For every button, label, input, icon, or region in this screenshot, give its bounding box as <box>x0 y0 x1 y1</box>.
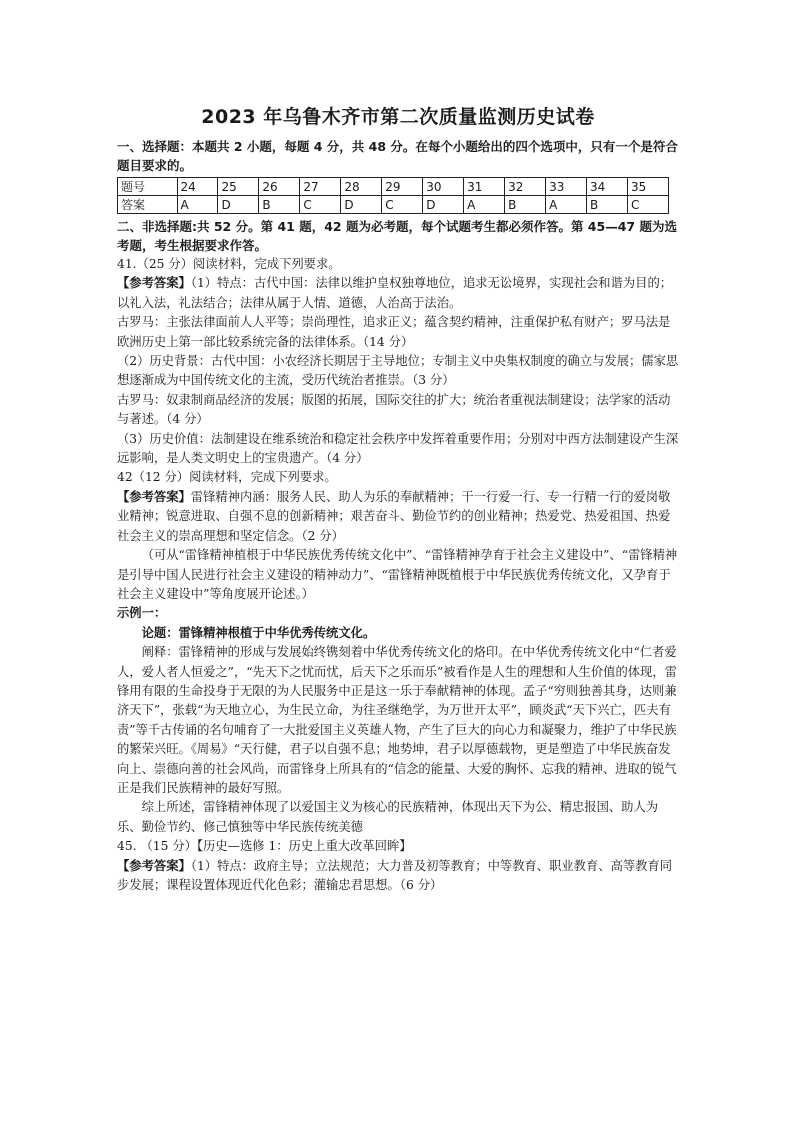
row-label: 题号 <box>118 178 178 196</box>
question-number-cell: 31 <box>464 178 505 196</box>
q41-rome-background: 古罗马：奴隶制商品经济的发展；版图的拓展，国际交往的扩大；统治者重视法制建设；法学家的活动与著述。（4 分） <box>117 392 671 427</box>
answer-cell: A <box>464 196 505 214</box>
q41-value: （3）历史价值：法制建设在维系统治和稳定社会秩序中发挥着重要作用；分别对中西方法制建设产生深远影响，是人类文明史上的宝贵遗产。（4 分） <box>117 431 679 466</box>
question-number-cell: 28 <box>341 178 382 196</box>
answer-cell: D <box>423 196 464 214</box>
question-number-cell: 29 <box>382 178 423 196</box>
section-1-heading: 一、选择题：本题共 2 小题，每题 4 分，共 48 分。在每个小题给出的四个选项中，只有一个是符合题目要求的。 <box>117 139 678 173</box>
q41-background: （2）历史背景：古代中国：小农经济长期居于主导地位；专制主义中央集权制度的确立与发展；儒家思想逐渐成为中国传统文化的主流，受历代统治者推崇。（3 分） <box>117 354 679 388</box>
answer-tag: 【参考答案】 <box>117 858 191 873</box>
q41-rome-features: 古罗马：主张法律面前人人平等；崇尚理性，追求正义；蕴含契约精神，注重保护私有财产；罗马法是欧洲历史上第一部比较系统完备的法律体系。（14 分） <box>117 315 671 349</box>
question-number-cell: 24 <box>177 178 218 196</box>
question-number-cell: 32 <box>505 178 546 196</box>
question-number-cell: 33 <box>546 178 587 196</box>
question-number-cell: 34 <box>587 178 628 196</box>
question-number-cell: 25 <box>218 178 259 196</box>
q42-heading: 42（12 分）阅读材料，完成下列要求。 <box>117 470 337 485</box>
answer-row <box>118 196 669 214</box>
document-page <box>117 102 679 895</box>
answer-tag: 【参考答案】 <box>117 276 191 291</box>
q42-answer <box>117 488 679 546</box>
q41-heading: 41.（25 分）阅读材料，完成下列要求。 <box>117 257 341 271</box>
answer-cell: D <box>218 196 259 214</box>
thesis: 论题：雷锋精神根植于中华优秀传统文化。 <box>141 625 376 640</box>
question-number-cell: 35 <box>627 178 668 196</box>
answer-cell: C <box>382 196 423 214</box>
answer-cell: B <box>259 196 300 214</box>
q45-answer <box>117 857 679 896</box>
q41-text: （1）特点：古代中国：法律以维护皇权独尊地位，追求无讼境界，实现社会和谐为目的；以礼入法，礼法结合；法律从属于人情、道德，人治高于法治。 <box>117 276 673 310</box>
answer-cell: D <box>341 196 382 214</box>
section-2-heading: 二、非选择题:共 52 分。第 41 题，42 题为必考题，每个试题考生都必须作答。第 45—47 题为选考题，考生根据要求作答。 <box>117 219 677 253</box>
question-number-cell: 30 <box>423 178 464 196</box>
answer-cell: A <box>177 196 218 214</box>
answer-table <box>117 177 669 214</box>
q45-text: （1）特点：政府主导；立法规范；大力普及初等教育；中等教育、职业教育、高等教育同步发展；课程设置体现近代化色彩；灌输忠君思想。（6 分） <box>117 858 673 892</box>
q41-answer-part1 <box>117 274 679 313</box>
conclusion: 综上所述，雷锋精神体现了以爱国主义为核心的民族精神，体现出天下为公、精忠报国、助人为乐、勤俭节约、修己慎独等中华民族传统美德 <box>117 800 659 834</box>
answer-cell: C <box>300 196 341 214</box>
exam-title: 2023 年乌鲁木齐市第二次质量监测历史试卷 <box>201 106 595 128</box>
question-number-cell: 26 <box>259 178 300 196</box>
answer-cell: B <box>587 196 628 214</box>
answer-tag: 【参考答案】 <box>117 489 191 504</box>
answer-cell: B <box>505 196 546 214</box>
q42-guidance: （可从“雷锋精神植根于中华民族优秀传统文化中”、“雷锋精神孕育于社会主义建设中”、“雷锋精神是引导中国人民进行社会主义建设的精神动力”、“雷锋精神既植根于中华民族优秀传统文化，又孕育于社会主义建设中”等角度展开论述。） <box>117 548 678 601</box>
answer-cell: A <box>546 196 587 214</box>
question-number-cell: 27 <box>300 178 341 196</box>
example-label: 示例一： <box>117 606 167 621</box>
q42-text: 雷锋精神内涵：服务人民、助人为乐的奉献精神；干一行爱一行、专一行精一行的爱岗敬业精神；锐意进取、自强不息的创新精神；艰苦奋斗、勤俭节约的创业精神；热爱党、热爱祖国、热爱社会主义的崇高理想和坚定信念。（2 分） <box>117 489 671 543</box>
question-number-row <box>118 178 669 196</box>
q45-heading: 45. （15 分）【历史—选修 1：历史上重大改革回眸】 <box>117 839 412 854</box>
answer-cell: C <box>627 196 668 214</box>
explanation: 阐释：雷锋精神的形成与发展始终镌刻着中华优秀传统文化的烙印。在中华优秀传统文化中“仁者爱人，爱人者人恒爱之”，“先天下之忧而忧，后天下之乐而乐”被看作是人生的理想和人生价值的体现，雷锋用有限的生命投身于无限的为人民服务中正是这一乐于奉献精神的体现。孟子“穷则独善其身，达则兼济天下”，张载“为天地立心，为生民立命，为往圣继绝学，为万世开太平”，顾炎武“天下兴亡，匹夫有责”等千古传诵的名句哺育了一大批爱国主义英雄人物，产生了巨大的向心力和凝聚力，维护了中华民族的繁荣兴旺。《周易》“天行健，君子以自强不息；地势坤，君子以厚德载物，更是塑造了中华民族奋发向上、崇德向善的社会风尚，而雷锋身上所具有的“信念的能量、大爱的胸怀、忘我的精神、进取的锐气正是我们民族精神的最好写照。 <box>117 645 677 795</box>
row-label: 答案 <box>118 196 178 214</box>
